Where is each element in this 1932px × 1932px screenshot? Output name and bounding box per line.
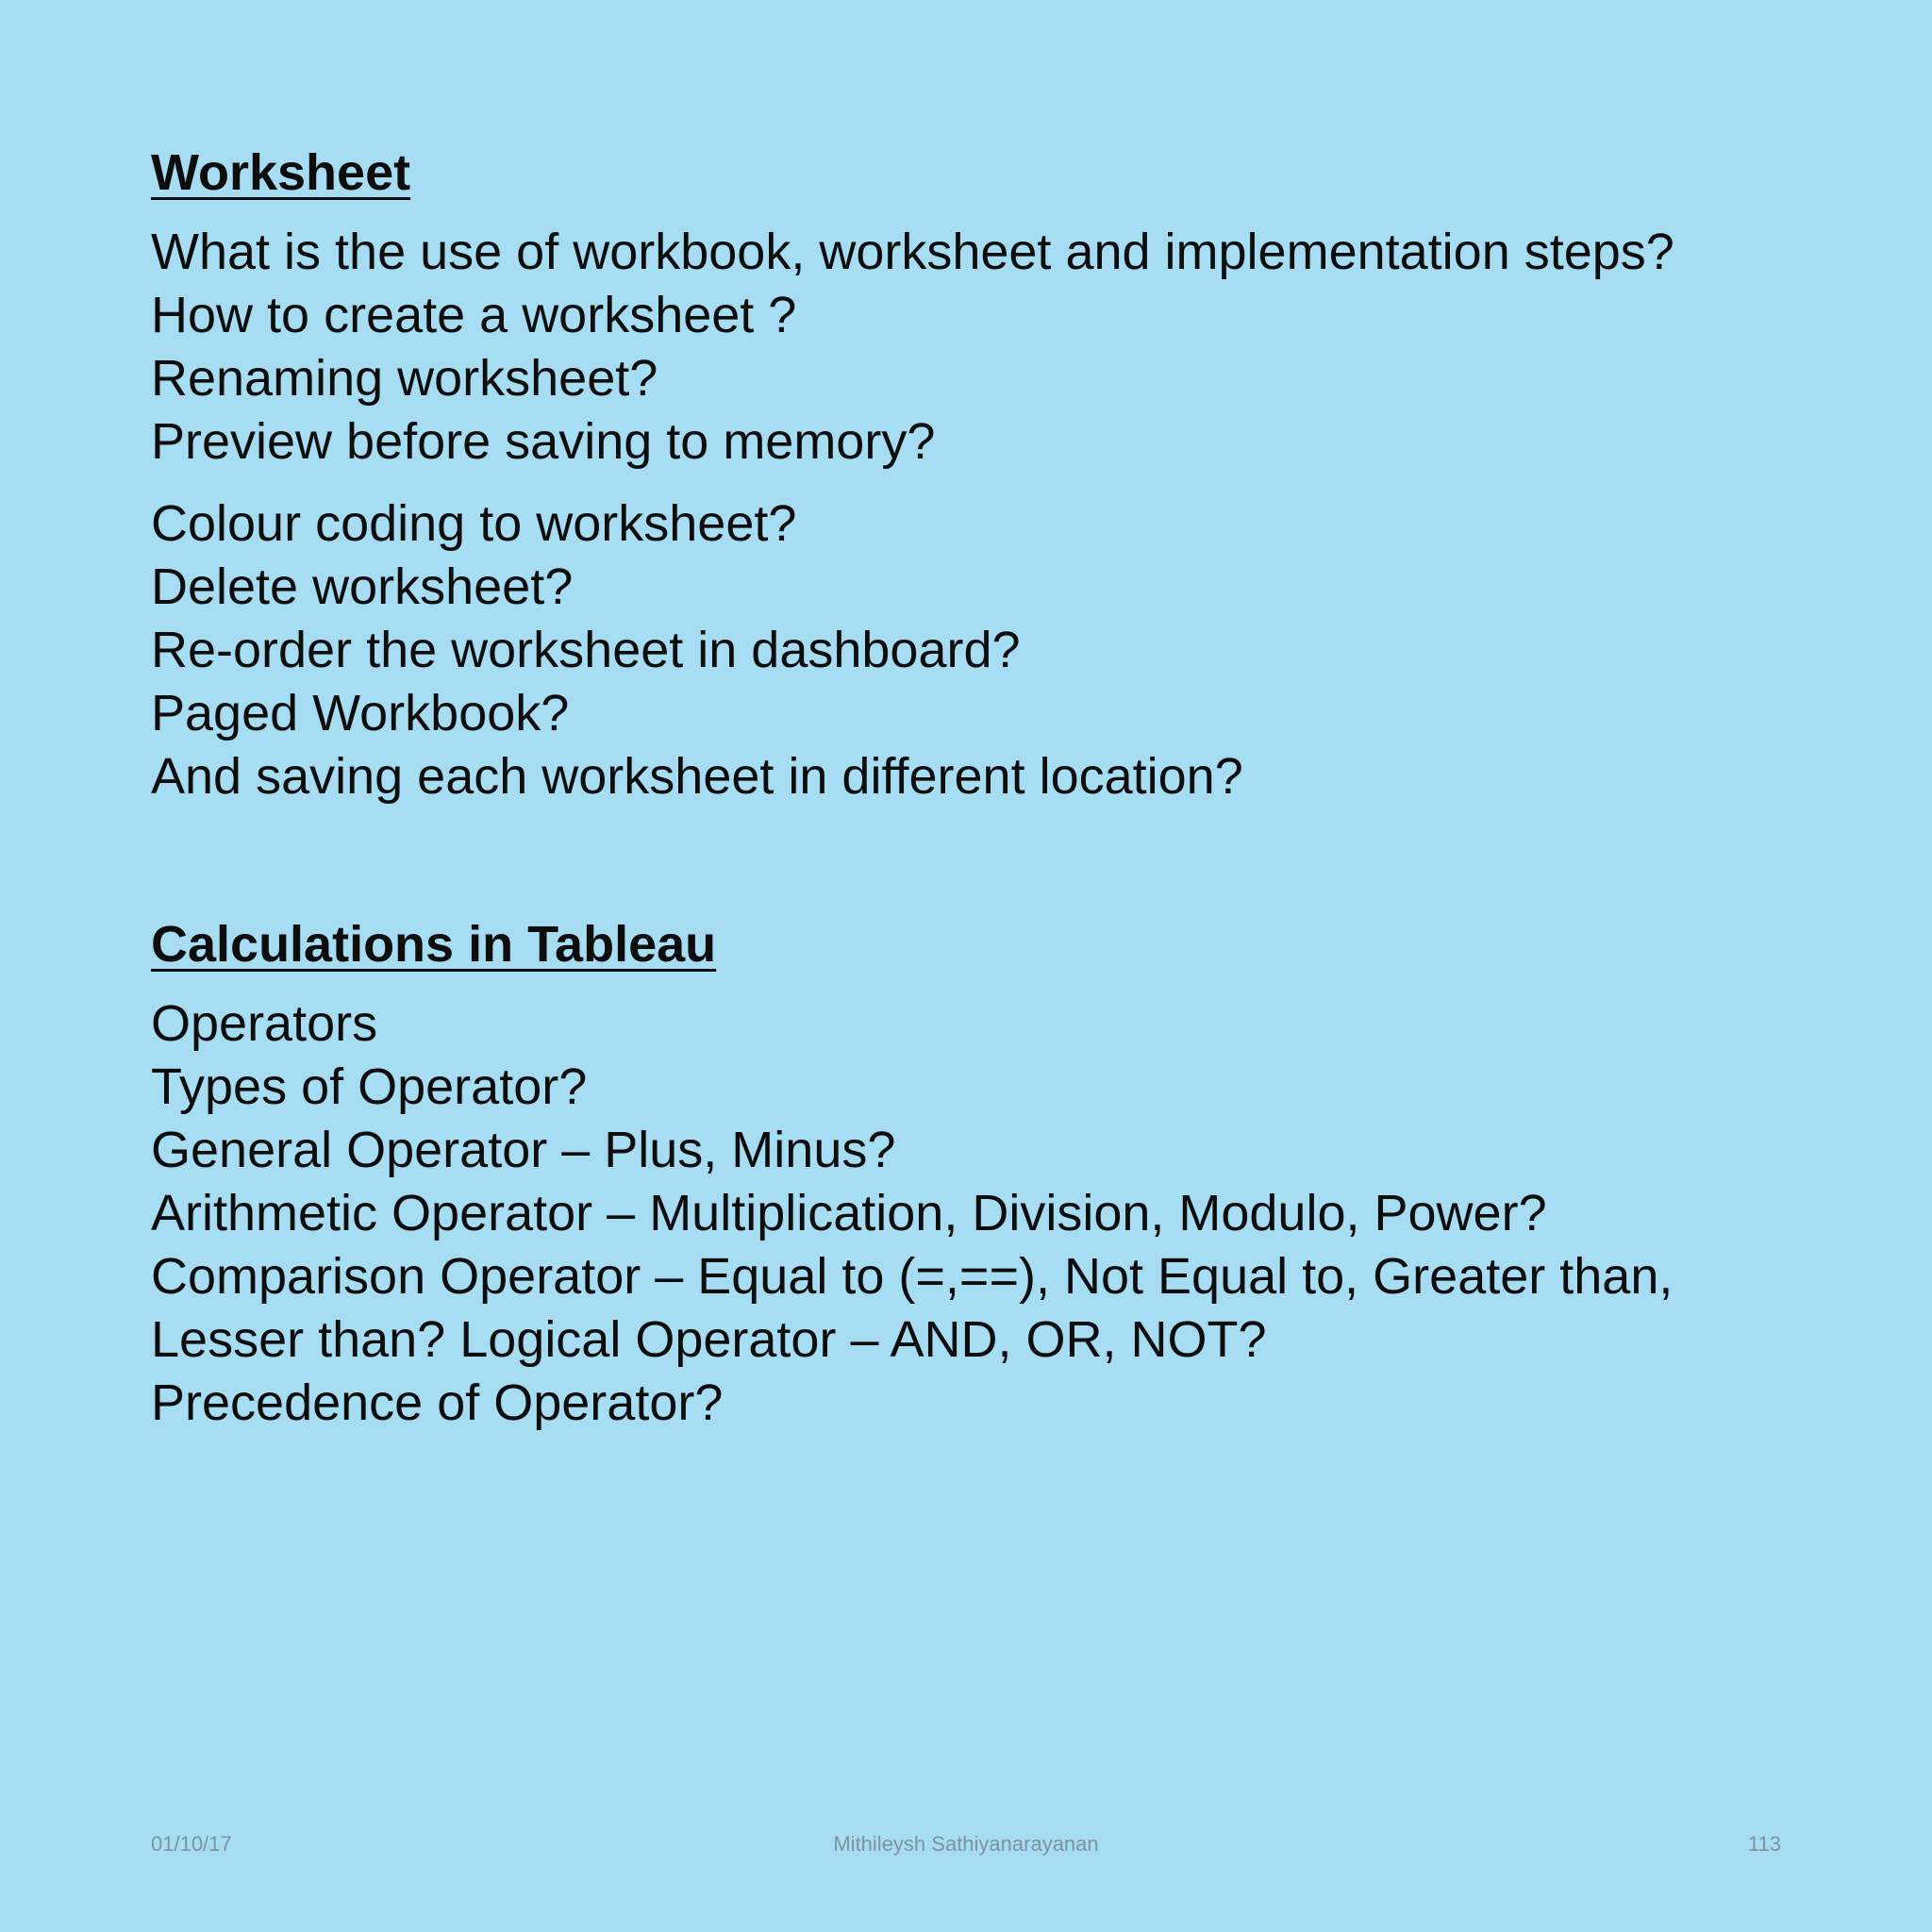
calculations-topic: Precedence of Operator? <box>151 1374 724 1431</box>
worksheet-section <box>151 140 1811 808</box>
calculations-topic: Arithmetic Operator – Multiplication, Division, Modulo, Power? <box>151 1185 1547 1241</box>
calculations-heading: Calculations in Tableau <box>151 916 717 973</box>
footer-author: Mithileysh Sathiyanarayanan <box>833 1832 1099 1856</box>
worksheet-question: How to create a worksheet ? <box>151 287 797 343</box>
worksheet-heading: Worksheet <box>151 144 411 201</box>
worksheet-question: Re-order the worksheet in dashboard? <box>151 622 1021 678</box>
worksheet-question: Colour coding to worksheet? <box>151 495 797 552</box>
page-number: 113 <box>1747 1832 1781 1856</box>
footer-date: 01/10/17 <box>151 1832 232 1856</box>
calculations-topics <box>151 992 1811 1435</box>
worksheet-question: Preview before saving to memory? <box>151 413 936 470</box>
worksheet-question: And saving each worksheet in different location? <box>151 748 1243 805</box>
calculations-topic: General Operator – Plus, Minus? <box>151 1122 896 1178</box>
worksheet-question: Renaming worksheet? <box>151 350 658 407</box>
worksheet-question: Paged Workbook? <box>151 685 570 741</box>
paragraph-gap <box>151 474 1811 492</box>
calculations-topic: Operators <box>151 995 378 1052</box>
calculations-section <box>151 911 1811 1435</box>
calculations-topic: Types of Operator? <box>151 1058 588 1115</box>
worksheet-question: What is the use of workbook, worksheet and implementation steps? <box>151 224 1674 280</box>
worksheet-question: Delete worksheet? <box>151 558 574 615</box>
calculations-topic: Comparison Operator – Equal to (=,==), Not Equal to, Greater than, <box>151 1248 1674 1305</box>
calculations-topic: Lesser than? Logical Operator – AND, OR, NOT? <box>151 1311 1267 1368</box>
worksheet-questions <box>151 221 1811 808</box>
